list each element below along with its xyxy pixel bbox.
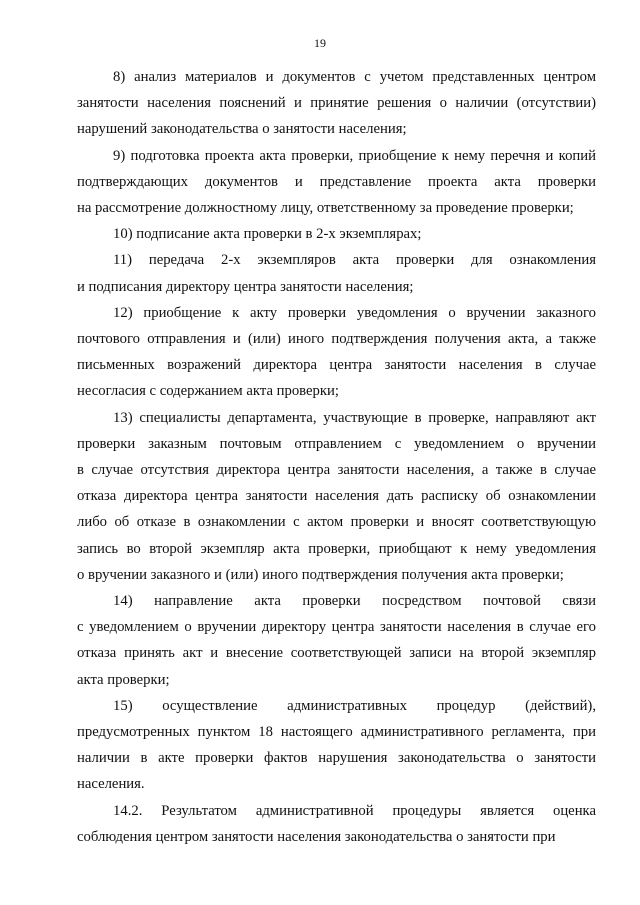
text-line: запись во второй экземпляр акта проверки, приобщают к нему уведомления [77,540,596,557]
text-line: 10) подписание акта проверки в 2-х экземплярах; [113,226,422,243]
text-line: на рассмотрение должностному лицу, ответственному за проведение проверки; [77,200,574,217]
text-line: 14) направление акта проверки посредством почтовой связи [113,593,596,610]
text-line: занятости населения пояснений и принятие решения о наличии (отсутствии) [77,95,596,112]
text-line: акта проверки; [77,671,170,688]
text-line: наличии в акте проверки фактов нарушения законодательства о занятости [77,750,596,767]
page-number: 19 [314,36,326,50]
text-line: проверки заказным почтовым отправлением с уведомлением о вручении [77,435,596,452]
text-line: соблюдения центром занятости населения законодательства о занятости при [77,828,556,845]
paragraph-p11 [77,247,596,299]
paragraph-p13 [77,405,596,588]
document-body [77,64,596,850]
paragraph-p9 [77,143,596,222]
text-line: в случае отсутствия директора центра занятости населения, а также в случае [77,462,596,479]
text-line: 15) осуществление административных процедур (действий), [113,697,596,714]
text-line: 12) приобщение к акту проверки уведомления о вручении заказного [113,304,596,321]
text-line: отказа принять акт и внесение соответствующей записи на второй экземпляр [77,645,596,662]
text-line: 11) передача 2-х экземпляров акта проверки для ознакомления [113,252,596,269]
text-line: предусмотренных пунктом 18 настоящего административного регламента, при [77,724,596,741]
paragraph-p10 [77,221,596,247]
text-line: несогласия с содержанием акта проверки; [77,383,339,400]
text-line: и подписания директору центра занятости населения; [77,278,414,295]
text-line: либо об отказе в ознакомлении с актом проверки и вносят соответствующую [77,514,596,531]
text-line: населения. [77,776,145,793]
text-line: почтового отправления и (или) иного подтверждения получения акта, а также [77,331,596,348]
paragraph-p14_2 [77,798,596,850]
text-line: 13) специалисты департамента, участвующие в проверке, направляют акт [113,409,596,426]
paragraph-p12 [77,300,596,405]
paragraph-p15 [77,693,596,798]
paragraph-p14 [77,588,596,693]
text-line: отказа директора центра занятости населения дать расписку об ознакомлении [77,488,596,505]
text-line: с уведомлением о вручении директору центра занятости населения в случае его [77,619,596,636]
paragraph-p8 [77,64,596,143]
text-line: о вручении заказного и (или) иного подтверждения получения акта проверки; [77,566,564,583]
text-line: 14.2. Результатом административной процедуры является оценка [113,802,596,819]
text-line: подтверждающих документов и представление проекта акта проверки [77,173,596,190]
text-line: 9) подготовка проекта акта проверки, приобщение к нему перечня и копий [113,147,596,164]
text-line: письменных возражений директора центра занятости населения в случае [77,357,596,374]
text-line: 8) анализ материалов и документов с учетом представленных центром [113,69,596,85]
text-line: нарушений законодательства о занятости населения; [77,121,407,138]
